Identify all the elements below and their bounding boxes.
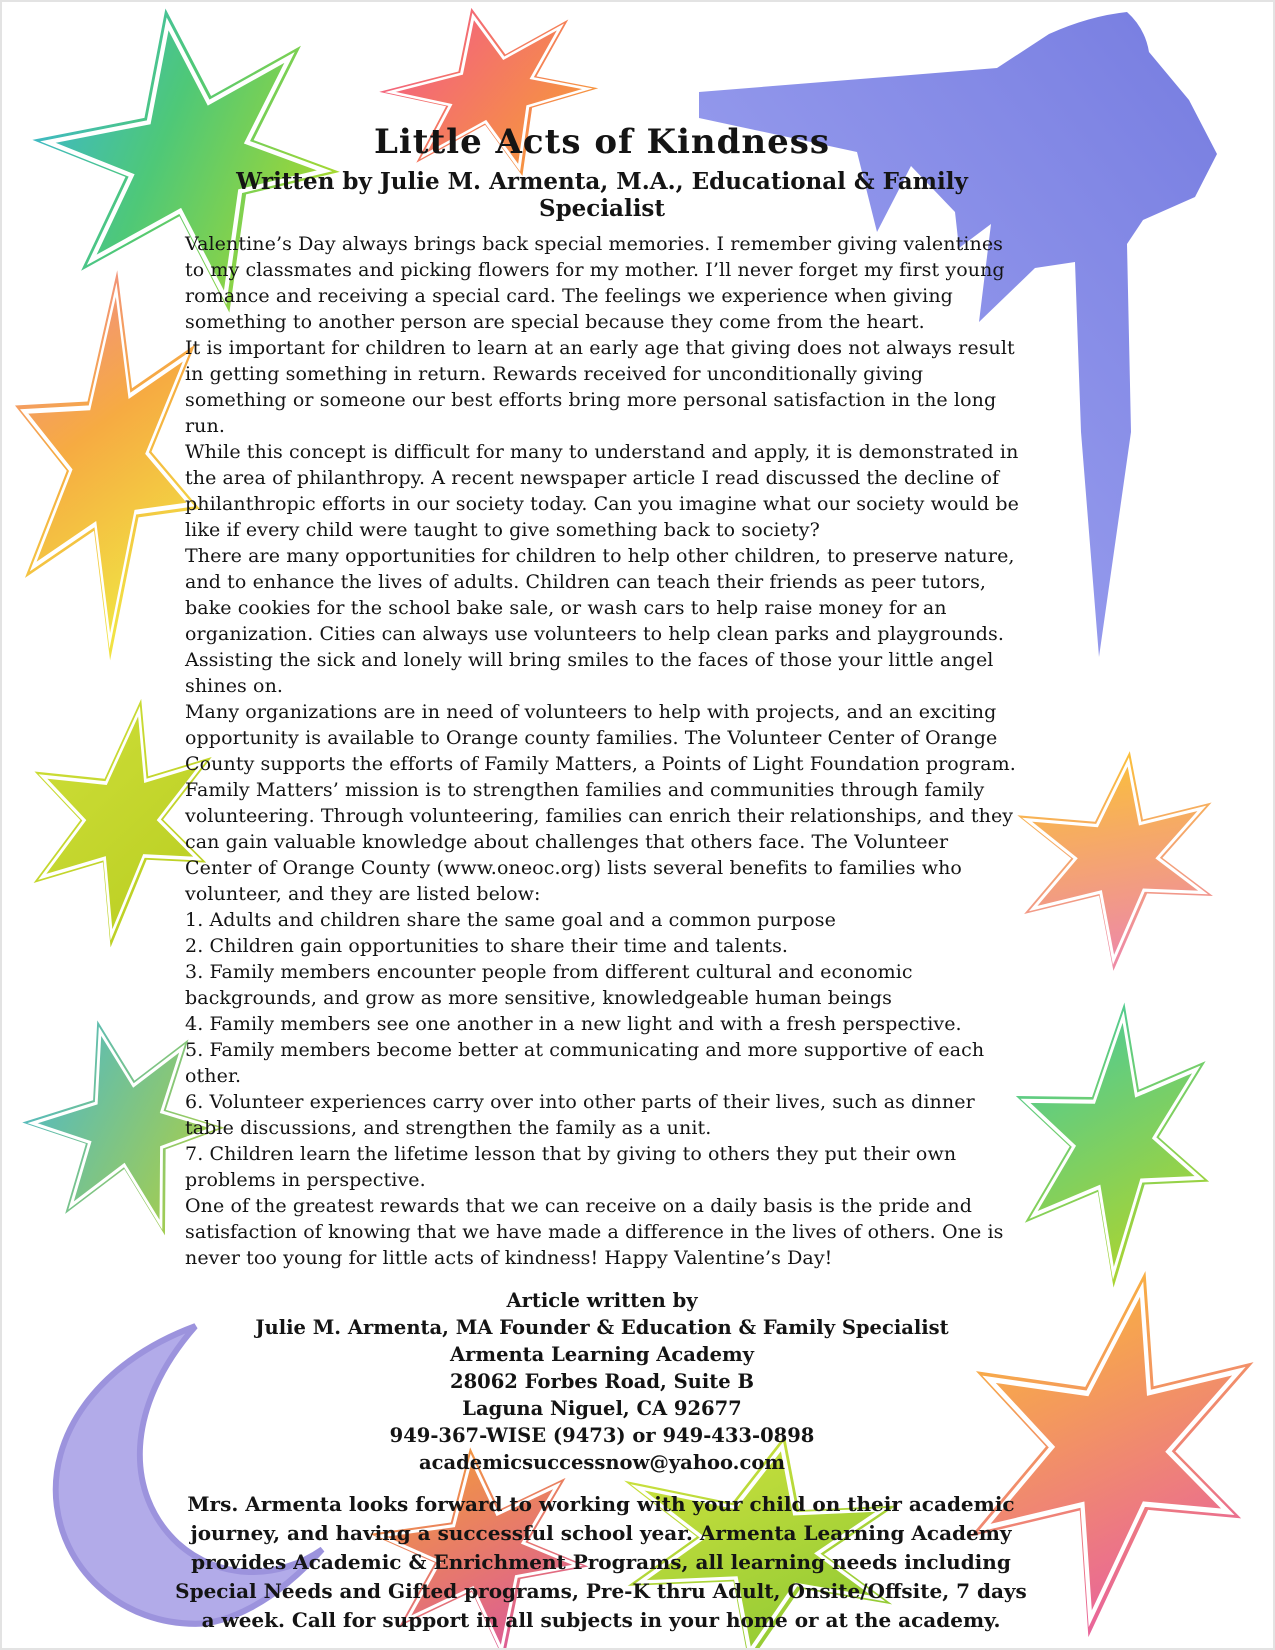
contact-line: Laguna Niguel, CA 92677 <box>462 1397 742 1420</box>
page-title: Little Acts of Kindness <box>373 122 831 162</box>
contact-line: Julie M. Armenta, MA Founder & Education & Family Specialist <box>255 1316 949 1339</box>
contact-line: Armenta Learning Academy <box>450 1343 754 1366</box>
article-paragraph: While this concept is difficult for many to understand and apply, it is demonstrated in the area of philanthropy. A recent newspaper article I read discussed the decline of philanthropic efforts in our society today. Can you imagine what our society would be like if every child were taught to give something back to society? <box>185 441 1020 541</box>
article-paragraph: It is important for children to learn at an early age that giving does not always result in getting something in return. Rewards received for unconditionally giving something or someone our best efforts bring more personal satisfaction in the long run. <box>185 337 1015 437</box>
article-paragraph: There are many opportunities for children to help other children, to preserve nature, and to enhance the lives of adults. Children can teach their friends as peer tutors, bake cookies for the school bake sale, or wash cars to help raise money for an organization. Cities can always use volunteers to help clean parks and playgrounds. Assisting the sick and lonely will bring smiles to the faces of those your little angel shines on. <box>185 545 1015 697</box>
contact-line: academicsuccessnow@yahoo.com <box>419 1451 785 1474</box>
footer-note: Mrs. Armenta looks forward to working with your child on their academic journey, and having a successful school year. Armenta Learning Academy provides Academic & Enrichment Programs, all learning needs including Special Needs and Gifted programs, Pre-K thru Adult, Onsite/Offsite, 7 days a week. Call for support in all subjects in your home or at the academy. <box>175 1492 1027 1632</box>
benefit-item: 4. Family members see one another in a new light and with a fresh perspective. <box>185 1013 962 1035</box>
contact-heading: Article written by <box>506 1289 698 1312</box>
article-paragraph: One of the greatest rewards that we can receive on a daily basis is the pride and satisfaction of knowing that we have made a difference in the lives of others. One is never too young for little acts of kindness! Happy Valentine’s Day! <box>185 1195 1004 1269</box>
benefit-item: 6. Volunteer experiences carry over into other parts of their lives, such as dinner table discussions, and strengthen the family as a unit. <box>185 1091 975 1139</box>
benefit-item: 1. Adults and children share the same goal and a common purpose <box>185 909 836 931</box>
benefit-item: 7. Children learn the lifetime lesson that by giving to others they put their own problems in perspective. <box>185 1143 957 1191</box>
benefit-item: 3. Family members encounter people from different cultural and economic backgrounds, and grow as more sensitive, knowledgeable human beings <box>185 961 913 1009</box>
benefit-item: 5. Family members become better at communicating and more supportive of each other. <box>185 1039 985 1087</box>
star-right-mid-icon <box>998 737 1232 983</box>
article-paragraph: Valentine’s Day always brings back special memories. I remember giving valentines to my classmates and picking flowers for my mother. I’ll never forget my first young romance and receiving a special card. The feelings we experience when giving something to another person are special because they come from the heart. <box>185 233 1005 333</box>
byline: Written by Julie M. Armenta, M.A., Educational & Family Specialist <box>236 168 968 222</box>
article-paragraph: Many organizations are in need of volunteers to help with projects, and an exciting opportunity is available to Orange county families. The Volunteer Center of Orange County supports the efforts of Family Matters, a Points of Light Foundation program. Family Matters’ mission is to strengthen families and communities through family volunteering. Through volunteering, families can enrich their relationships, and they can gain valuable knowledge about challenges that others face. The Volunteer Center of Orange County (www.oneoc.org) lists several benefits to families who volunteer, and they are listed below: <box>185 701 1016 905</box>
star-left-upper-icon <box>2 265 212 664</box>
article-body <box>175 122 1027 1635</box>
contact-line: 949-367-WISE (9473) or 949-433-0898 <box>389 1424 815 1447</box>
benefit-item: 2. Children gain opportunities to share their time and talents. <box>185 935 789 957</box>
contact-block <box>185 1287 1019 1476</box>
contact-line: 28062 Forbes Road, Suite B <box>450 1370 754 1393</box>
